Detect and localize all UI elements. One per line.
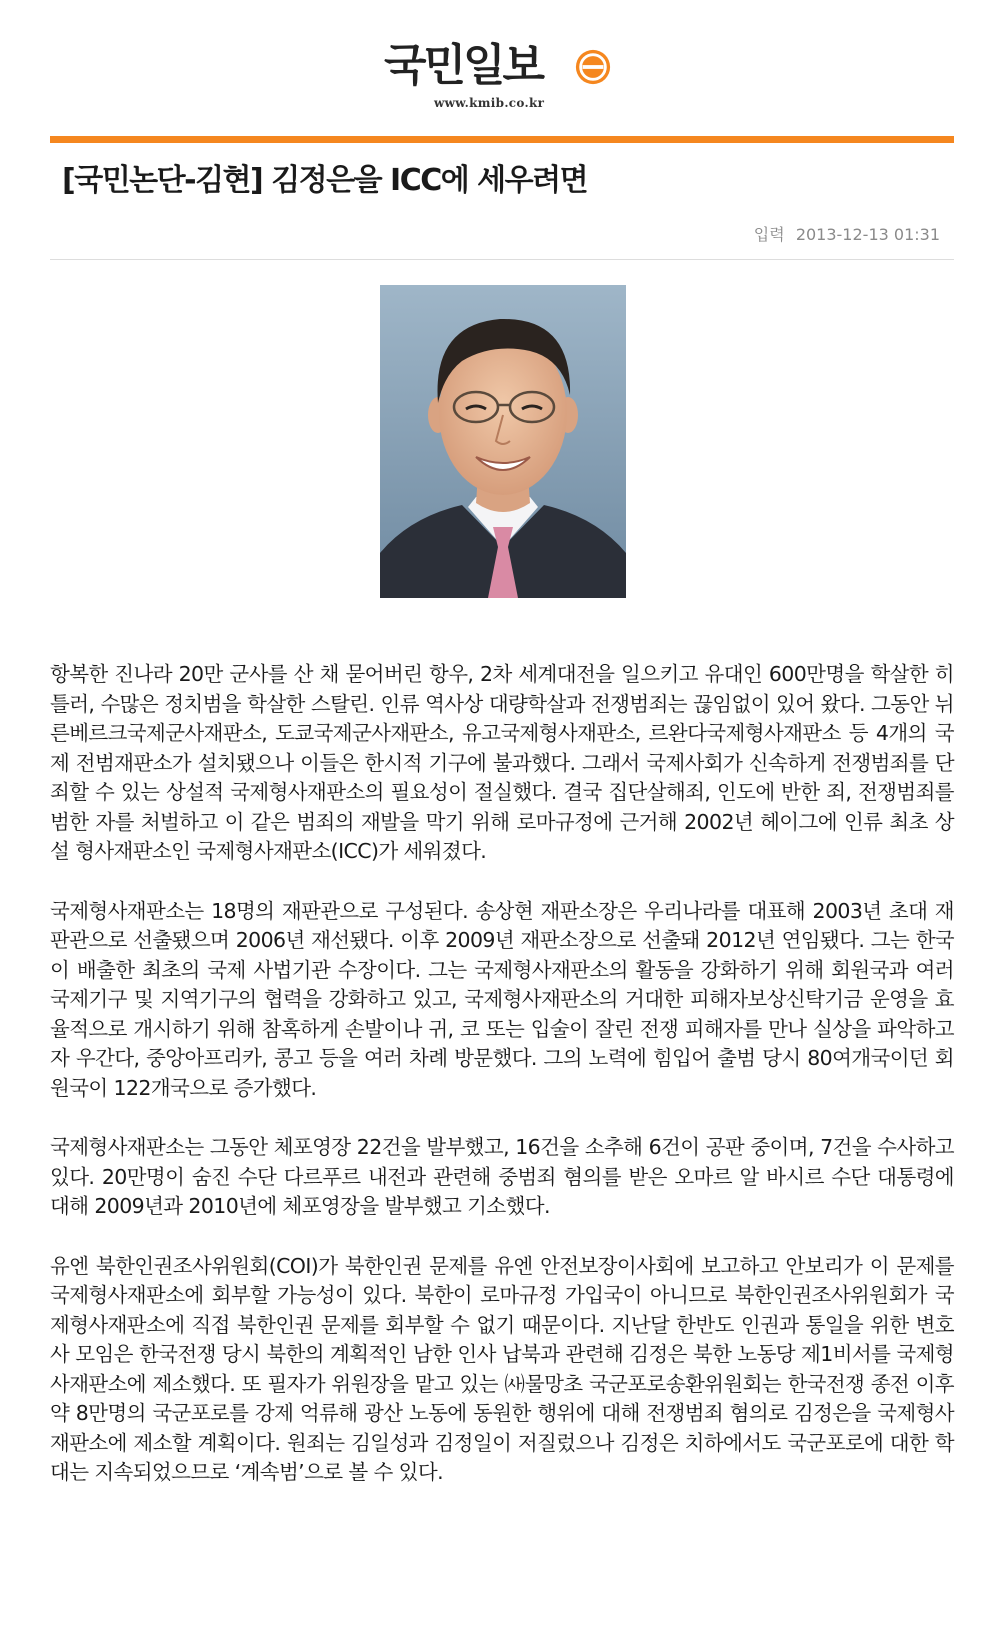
publish-date: [754, 222, 940, 245]
article-paragraph: 유엔 북한인권조사위원회(COI)가 북한인권 문제를 유엔 안전보장이사회에 보고하고 안보리가 이 문제를 국제형사재판소에 회부할 가능성이 있다. 북한이 로마규정 가입국이 아니므로 북한인권조사위원회가 국제형사재판소에 직접 북한인권 문제를 회부할 수 없기 때문이다. 지난달 한반도 인권과 통일을 위한 변호사 모임은 한국전쟁 당시 북한의 계획적인 남한 인사 납북과 관련해 김정은 북한 노동당 제1비서를 국제형사재판소에 제소했다. 또 필자가 위원장을 맡고 있는 ㈔물망초 국군포로송환위원회는 한국전쟁 종전 이후 약 8만명의 국군포로를 강제 억류해 광산 노동에 동원한 행위에 대해 전쟁범죄 혐의로 김정은을 국제형사재판소에 제소할 계획이다. 원죄는 김일성과 김정일이 저질렀으나 김정은 치하에서도 국군포로에 대한 학대는 지속되었으므로 ‘계속범’으로 볼 수 있다.: [50, 1253, 954, 1484]
publish-date-label: 입력: [753, 225, 785, 244]
kmib-circle-logo-icon: [574, 48, 612, 86]
logo-text: 국민일보: [384, 40, 543, 91]
masthead: [0, 0, 1000, 132]
article-body: [50, 660, 954, 1518]
header-divider: [50, 136, 954, 143]
columnist-portrait-image: [380, 285, 626, 598]
article-paragraph: 항복한 진나라 20만 군사를 산 채 묻어버린 항우, 2차 세계대전을 일으키고 유대인 600만명을 학살한 히틀러, 수많은 정치범을 학살한 스탈린. 인류 역사상 대량학살과 전쟁범죄는 끊임없이 있어 왔다. 그동안 뉘른베르크국제군사재판소, 도쿄국제군사재판소, 유고국제형사재판소, 르완다국제형사재판소 등 4개의 국제 전범재판소가 설치됐으나 이들은 한시적 기구에 불과했다. 그래서 국제사회가 신속하게 전쟁범죄를 단죄할 수 있는 상설적 국제형사재판소의 필요성이 절실했다. 결국 집단살해죄, 인도에 반한 죄, 전쟁범죄를 범한 자를 처벌하고 이 같은 범죄의 재발을 막기 위해 로마규정에 근거해 2002년 헤이그에 인류 최초 상설 형사재판소인 국제형사재판소(ICC)가 세워졌다.: [50, 662, 954, 863]
date-divider: [50, 259, 954, 260]
article-paragraph: 국제형사재판소는 그동안 체포영장 22건을 발부했고, 16건을 소추해 6건이 공판 중이며, 7건을 수사하고 있다. 20만명이 숨진 수단 다르푸르 내전과 관련해 중범죄 혐의를 받은 오마르 알 바시르 수단 대통령에 대해 2009년과 2010년에 체포영장을 발부했고 기소했다.: [50, 1135, 954, 1218]
publish-date-value: 2013-12-13 01:31: [795, 225, 940, 244]
article-headline: [국민논단-김현] 김정은을 ICC에 세우려면: [62, 163, 588, 198]
article-paragraph: 국제형사재판소는 18명의 재판관으로 구성된다. 송상현 재판소장은 우리나라를 대표해 2003년 초대 재판관으로 선출됐으며 2006년 재선됐다. 이후 2009년 재판소장으로 선출돼 2012년 연임됐다. 그는 한국이 배출한 최초의 국제 사법기관 수장이다. 그는 국제형사재판소의 활동을 강화하기 위해 회원국과 여러 국제기구 및 지역기구의 협력을 강화하고 있고, 국제형사재판소의 거대한 피해자보상신탁기금 운영을 효율적으로 개시하기 위해 참혹하게 손발이나 귀, 코 또는 입술이 잘린 전쟁 피해자를 만나 실상을 파악하고자 우간다, 중앙아프리카, 콩고 등을 여러 차례 방문했다. 그의 노력에 힘입어 출범 당시 80여개국이던 회원국이 122개국으로 증가했다.: [50, 898, 954, 1100]
site-logo-link[interactable]: [384, 40, 624, 114]
site-url: www.kmib.co.kr: [434, 96, 545, 110]
